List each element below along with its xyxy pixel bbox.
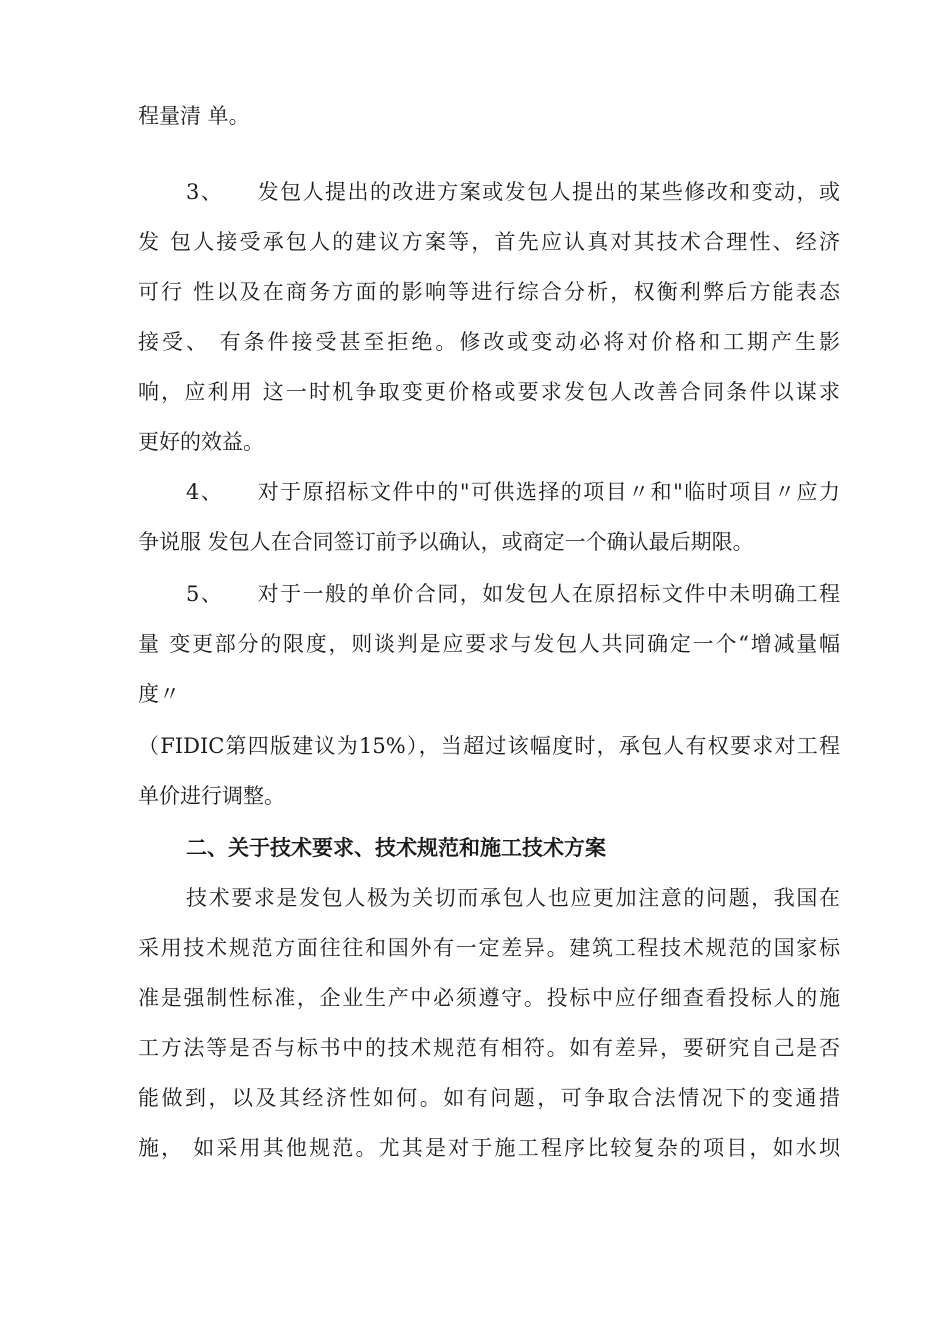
text-line: 发 包人接受承包人的建议方案等，首先应认真对其技术合理性、经济	[138, 230, 840, 254]
text-line: 程量清 单。	[138, 104, 250, 128]
text-line: 响，应利用 这一时机争取变更价格或要求发包人改善合同条件以谋求	[138, 380, 840, 404]
text-line: 度〃	[138, 682, 180, 706]
list-item-5-line: 5、 对于一般的单价合同，如发包人在原招标文件中未明确工程	[186, 582, 840, 606]
text-line: 单价进行调整。	[138, 784, 285, 808]
text-line: 更好的效益。	[138, 430, 264, 454]
list-item-3-line: 3、 发包人提出的改进方案或发包人提出的某些修改和变动，或	[186, 180, 840, 204]
text-line: 采用技术规范方面往往和国外有一定差异。建筑工程技术规范的国家标	[138, 936, 840, 960]
text-line: 能做到，以及其经济性如何。如有问题，可争取合法情况下的变通措	[138, 1086, 840, 1110]
text-line: 量 变更部分的限度，则谈判是应要求与发包人共同确定一个“增减量幅	[138, 632, 840, 656]
paragraph-line: 技术要求是发包人极为关切而承包人也应更加注意的问题，我国在	[186, 886, 840, 910]
text-line: 接受、 有条件接受甚至拒绝。修改或变动必将对价格和工期产生影	[138, 330, 840, 354]
text-line: 施， 如采用其他规范。尤其是对于施工程序比较复杂的项目，如水坝	[138, 1136, 840, 1160]
text-line: 准是强制性标准，企业生产中必须遵守。投标中应仔细查看投标人的施	[138, 986, 840, 1010]
text-line: 可行 性以及在商务方面的影响等进行综合分析，权衡利弊后方能表态	[138, 280, 840, 304]
section-heading: 二、关于技术要求、技术规范和施工技术方案	[186, 835, 606, 860]
text-line: 争说服 发包人在合同签订前予以确认，或商定一个确认最后期限。	[138, 530, 754, 554]
list-item-4-line: 4、 对于原招标文件中的"可供选择的项目〃和"临时项目〃应力	[186, 480, 840, 504]
text-line: （FIDIC第四版建议为15%），当超过该幅度时，承包人有权要求对工程	[138, 734, 840, 758]
text-line: 工方法等是否与标书中的技术规范有相符。如有差异，要研究自己是否	[138, 1036, 840, 1060]
